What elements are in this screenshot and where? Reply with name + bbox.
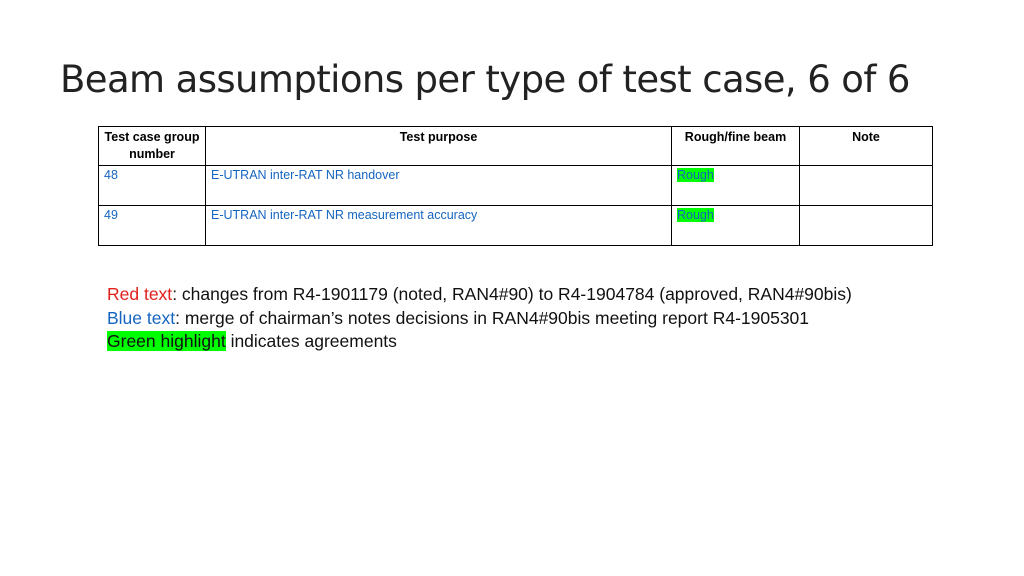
slide-title: Beam assumptions per type of test case, 6 of 6 [60, 58, 910, 101]
cell-note [800, 166, 933, 206]
legend-blue-text: : merge of chairman’s notes decisions in RAN4#90bis meeting report R4-1905301 [175, 307, 810, 328]
table-row [99, 206, 933, 246]
legend-green-text: indicates agreements [225, 331, 397, 351]
legend-green-label: Green highlight [107, 331, 226, 351]
agreement-highlight: Rough [677, 208, 714, 222]
cell-group-number: 49 [99, 206, 206, 246]
header-rough-fine-beam: Rough/fine beam [672, 127, 800, 166]
color-legend [107, 283, 852, 354]
header-test-purpose: Test purpose [206, 127, 672, 166]
legend-blue-label: Blue text [107, 307, 176, 328]
cell-beam [672, 166, 800, 206]
test-case-table [98, 126, 933, 246]
cell-test-purpose: E-UTRAN inter-RAT NR handover [206, 166, 672, 206]
legend-green-line [107, 330, 852, 354]
legend-red-text: : changes from R4-1901179 (noted, RAN4#90) to R4-1904784 (approved, RAN4#90bis) [172, 284, 852, 304]
legend-red-line [107, 283, 852, 307]
table-row [99, 166, 933, 206]
table-header-row [99, 127, 933, 166]
legend-blue-line [107, 307, 852, 331]
agreement-highlight: Rough [677, 168, 714, 182]
cell-group-number: 48 [99, 166, 206, 206]
cell-beam [672, 206, 800, 246]
cell-test-purpose: E-UTRAN inter-RAT NR measurement accuracy [206, 206, 672, 246]
header-test-case-group: Test case group number [99, 127, 206, 166]
header-note: Note [800, 127, 933, 166]
cell-note [800, 206, 933, 246]
legend-red-label: Red text [107, 284, 173, 304]
